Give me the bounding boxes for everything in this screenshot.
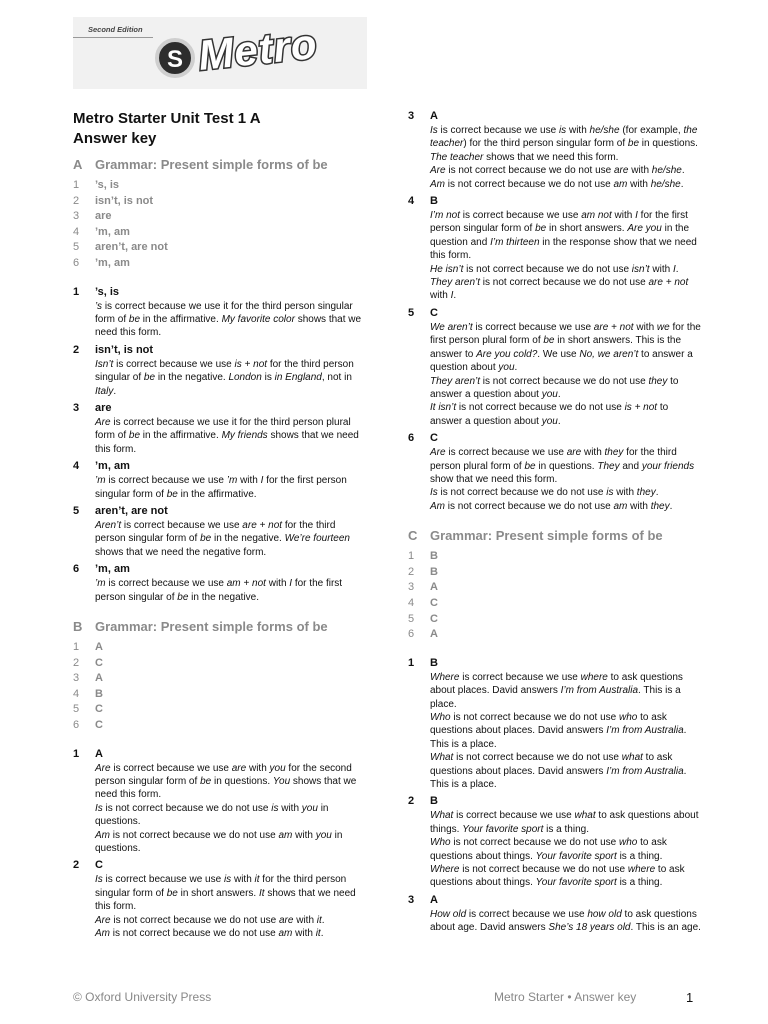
explanation-text: He isn’t is not correct because we do not use isn’t with I. bbox=[430, 263, 679, 275]
explanation-heading bbox=[408, 306, 702, 321]
explanation-number: 4 bbox=[408, 195, 415, 208]
section-letter: B bbox=[73, 619, 83, 635]
explanation-answer: ’m, am bbox=[95, 460, 130, 473]
answer-row bbox=[73, 178, 365, 194]
explanation-text: We aren’t is correct because we use are + not with we for the first person plural form of be in short answers. This is the answer to Are you cold?. We use No, we aren’t to answer a question about you. bbox=[430, 321, 701, 374]
explanation-heading bbox=[408, 656, 702, 671]
explanation-text: Are is correct because we use it for the third person plural form of be in the affirmative. My friends shows that we need this form. bbox=[95, 417, 359, 455]
footer-copyright: © Oxford University Press bbox=[73, 990, 212, 1004]
explanation-number: 1 bbox=[73, 285, 80, 298]
explanation-heading bbox=[408, 893, 702, 908]
explanation-text: ’m is correct because we use ’m with I for the first person singular form of be in the affirmative. bbox=[95, 475, 347, 500]
explanation-text: They aren’t is not correct because we do not use they to answer a question about you. bbox=[430, 375, 679, 400]
explanation-text: Am is not correct because we do not use am with they. bbox=[430, 500, 673, 512]
answer-value: ’m, am bbox=[95, 225, 130, 238]
answer-value: A bbox=[95, 672, 103, 685]
answer-value: C bbox=[430, 596, 438, 609]
edition-label: Second Edition bbox=[88, 25, 143, 34]
explanation-text: They aren’t is not correct because we do not use are + not with I. bbox=[430, 277, 689, 302]
logo-badge-icon bbox=[155, 38, 195, 78]
explanation-text: Where is not correct because we do not use where to ask questions about things. Your favorite sport is a thing. bbox=[430, 864, 685, 889]
explanation-number: 5 bbox=[408, 306, 415, 319]
answer-number: 1 bbox=[73, 641, 80, 654]
spacer bbox=[408, 643, 702, 653]
explanation-answer: A bbox=[430, 110, 438, 122]
explanation-text: Am is not correct because we do not use am with you in questions. bbox=[95, 829, 343, 855]
explanation-heading bbox=[408, 109, 702, 124]
explanation-heading bbox=[73, 747, 365, 762]
answer-list bbox=[73, 178, 365, 272]
spacer bbox=[73, 272, 365, 282]
answer-number: 6 bbox=[73, 256, 80, 269]
answer-number: 4 bbox=[73, 225, 80, 238]
explanation-text: Is is not correct because we do not use is with you in questions. bbox=[95, 802, 329, 828]
answer-row bbox=[73, 702, 365, 718]
explanation-heading bbox=[73, 401, 365, 416]
explanation-text: I’m not is correct because we use am not with I for the first person singular form of be in short answers. Are you in the question and I’m thirteen in the response show that we need this form. bbox=[430, 210, 697, 262]
answer-row bbox=[73, 240, 365, 256]
explanation-answer: isn’t, is not bbox=[95, 343, 154, 356]
answer-row bbox=[73, 225, 365, 241]
explanation-text: Am is not correct because we do not use am with he/she. bbox=[430, 178, 684, 190]
explanation-text: Is is correct because we use is with it for the third person singular form of be in short answers. It shows that we need this form. bbox=[95, 874, 356, 913]
explanation-text: Where is correct because we use where to ask questions about places. David answers I’m from Australia. This is a place. bbox=[430, 671, 683, 710]
explanation-heading bbox=[408, 794, 702, 809]
explanation-text: Is is not correct because we do not use is with they. bbox=[430, 487, 659, 499]
explanation-answer: B bbox=[430, 656, 438, 669]
explanation-text: Aren’t is correct because we use are + not for the third person singular form of be in the negative. We’re fourteen shows that we need the negative form. bbox=[95, 520, 350, 558]
explanation-answer: ’m, am bbox=[95, 563, 130, 576]
explanation-answer: A bbox=[430, 893, 438, 906]
explanation-text: What is correct because we use what to ask questions about things. Your favorite sport is a thing. bbox=[430, 810, 699, 835]
answer-number: 2 bbox=[73, 656, 80, 669]
explanation-item bbox=[408, 306, 702, 428]
explanation-number: 5 bbox=[73, 505, 80, 518]
logo-wordmark: Metro bbox=[195, 19, 320, 80]
explanation-number: 3 bbox=[408, 110, 415, 122]
answer-row bbox=[73, 209, 365, 225]
answer-row bbox=[73, 640, 365, 656]
answer-value: A bbox=[430, 581, 438, 594]
answer-value: are bbox=[95, 210, 112, 223]
explanation-text: What is not correct because we do not use what to ask questions about places. David answers I’m from Australia. This is a place. bbox=[430, 752, 687, 790]
explanation-item bbox=[408, 109, 702, 191]
answer-row bbox=[408, 612, 702, 628]
answer-value: ’s, is bbox=[95, 179, 120, 191]
answer-row bbox=[408, 565, 702, 581]
explanation-item bbox=[73, 285, 365, 340]
answer-value: B bbox=[430, 565, 438, 578]
explanation-item bbox=[73, 747, 365, 856]
answer-row bbox=[408, 596, 702, 612]
explanation-answer: B bbox=[430, 195, 438, 208]
explanation-heading bbox=[73, 459, 365, 474]
title-line-1: Metro Starter Unit Test 1 A bbox=[73, 110, 261, 127]
answer-value: A bbox=[95, 641, 103, 654]
explanation-text: ’m is correct because we use am + not with I for the first person singular of be in the negative. bbox=[95, 578, 343, 603]
answer-value: B bbox=[95, 687, 103, 700]
answer-number: 1 bbox=[408, 550, 415, 563]
answer-number: 4 bbox=[73, 687, 80, 700]
page-title bbox=[73, 109, 261, 149]
answer-value: ’m, am bbox=[95, 256, 130, 269]
explanation-item bbox=[408, 194, 702, 303]
answer-number: 4 bbox=[408, 596, 415, 609]
explanation-text: Are is not correct because we do not use are with he/she. bbox=[430, 165, 685, 177]
explanation-text: Are is not correct because we do not use are with it. bbox=[95, 914, 325, 926]
explanation-number: 2 bbox=[73, 859, 80, 872]
answer-value: B bbox=[430, 550, 438, 563]
answer-number: 6 bbox=[408, 628, 415, 641]
explanation-number: 3 bbox=[73, 402, 80, 414]
answer-row bbox=[73, 656, 365, 672]
answer-value: A bbox=[430, 628, 438, 641]
right-column bbox=[408, 106, 702, 935]
answer-value: aren’t, are not bbox=[95, 241, 168, 254]
answer-number: 5 bbox=[408, 612, 415, 625]
explanation-answer: C bbox=[95, 859, 103, 872]
answer-number: 5 bbox=[73, 241, 80, 254]
explanation-text: Isn’t is correct because we use is + not for the third person singular of be in the negative. London is in England, not in Italy. bbox=[95, 358, 354, 397]
explanation-number: 4 bbox=[73, 460, 80, 473]
explanation-answer: are bbox=[95, 402, 112, 414]
explanation-item bbox=[73, 562, 365, 604]
section-heading bbox=[408, 527, 702, 545]
explanation-heading bbox=[73, 562, 365, 577]
answer-value: C bbox=[95, 656, 103, 669]
logo-badge-letter: S bbox=[166, 46, 183, 73]
explanation-item bbox=[408, 794, 702, 889]
explanation-number: 1 bbox=[408, 656, 415, 669]
metro-logo bbox=[73, 17, 367, 89]
explanation-text: Who is not correct because we do not use who to ask questions about things. Your favorite sport is a thing. bbox=[430, 837, 667, 862]
answer-number: 1 bbox=[73, 179, 80, 191]
answer-value: C bbox=[95, 719, 103, 732]
section-title: Grammar: Present simple forms of be bbox=[430, 528, 663, 544]
explanation-answer: aren’t, are not bbox=[95, 505, 168, 518]
explanation-item bbox=[73, 459, 365, 501]
left-column bbox=[73, 156, 365, 941]
answer-row bbox=[408, 549, 702, 565]
explanation-item bbox=[73, 343, 365, 398]
answer-number: 5 bbox=[73, 703, 80, 716]
explanation-text: How old is correct because we use how old to ask questions about age. David answers She’s 18 years old. This is an age. bbox=[430, 908, 701, 934]
answer-number: 6 bbox=[73, 719, 80, 732]
title-line-2: Answer key bbox=[73, 130, 157, 147]
explanation-number: 2 bbox=[408, 795, 415, 808]
explanation-answer: ’s, is bbox=[95, 285, 120, 298]
explanation-text: Are is correct because we use are with you for the second person singular form of be in questions. You shows that we need this form. bbox=[95, 762, 357, 801]
explanation-number: 1 bbox=[73, 747, 80, 760]
answer-row bbox=[73, 718, 365, 734]
explanation-heading bbox=[73, 504, 365, 519]
explanation-heading bbox=[408, 194, 702, 209]
spacer bbox=[73, 734, 365, 744]
explanation-item bbox=[73, 858, 365, 940]
answer-value: isn’t, is not bbox=[95, 194, 154, 207]
explanation-heading bbox=[408, 431, 702, 446]
explanation-heading bbox=[73, 343, 365, 358]
answer-number: 2 bbox=[73, 194, 80, 207]
section-title: Grammar: Present simple forms of be bbox=[95, 619, 328, 635]
answer-number: 3 bbox=[73, 210, 80, 223]
explanation-answer: B bbox=[430, 795, 438, 808]
explanation-item bbox=[73, 401, 365, 456]
logo-rule bbox=[73, 37, 153, 38]
section-heading bbox=[73, 618, 365, 636]
explanation-item bbox=[408, 893, 702, 935]
answer-value: C bbox=[95, 703, 103, 716]
answer-row bbox=[408, 580, 702, 596]
section-letter: C bbox=[408, 528, 418, 544]
explanation-heading bbox=[73, 858, 365, 873]
answer-number: 3 bbox=[408, 581, 415, 594]
answer-list bbox=[408, 549, 702, 643]
explanation-heading bbox=[73, 285, 365, 300]
explanation-number: 6 bbox=[73, 563, 80, 576]
answer-row bbox=[73, 671, 365, 687]
section-letter: A bbox=[73, 157, 83, 172]
explanation-item bbox=[408, 431, 702, 513]
answer-number: 3 bbox=[73, 672, 80, 685]
explanation-text: Am is not correct because we do not use am with it. bbox=[95, 928, 324, 940]
explanation-number: 2 bbox=[73, 343, 80, 356]
explanation-text: ’s is correct because we use it for the third person singular form of be in the affirmative. My favorite color shows that we need this form. bbox=[95, 300, 362, 339]
answer-list bbox=[73, 640, 365, 734]
answer-row bbox=[73, 687, 365, 703]
explanation-answer: C bbox=[430, 306, 438, 319]
explanation-number: 3 bbox=[408, 893, 415, 906]
explanation-text: Are is correct because we use are with they for the third person plural form of be in questions. They and your friends show that we need this form. bbox=[430, 447, 695, 485]
explanation-text: It isn’t is not correct because we do not use is + not to answer a question about you. bbox=[430, 402, 669, 427]
footer-title: Metro Starter • Answer key bbox=[494, 990, 637, 1004]
explanation-number: 6 bbox=[408, 432, 415, 445]
spacer bbox=[73, 604, 365, 618]
explanation-text: Who is not correct because we do not use who to ask questions about places. David answers I’m from Australia. This is a place. bbox=[430, 711, 687, 750]
answer-row bbox=[73, 256, 365, 272]
spacer bbox=[408, 513, 702, 527]
answer-value: C bbox=[430, 612, 438, 625]
explanation-text: Is is correct because we use is with he/she (for example, the teacher) for the third person singular form of be in questions. The teacher shows that we need this form. bbox=[430, 125, 698, 163]
answer-number: 2 bbox=[408, 565, 415, 578]
explanation-item bbox=[408, 656, 702, 792]
answer-row bbox=[408, 627, 702, 643]
explanation-answer: A bbox=[95, 747, 103, 760]
section-heading bbox=[73, 156, 365, 174]
answer-row bbox=[73, 194, 365, 210]
explanation-item bbox=[73, 504, 365, 559]
section-title: Grammar: Present simple forms of be bbox=[95, 157, 328, 172]
explanation-answer: C bbox=[430, 432, 438, 445]
page-number: 1 bbox=[686, 990, 694, 1005]
